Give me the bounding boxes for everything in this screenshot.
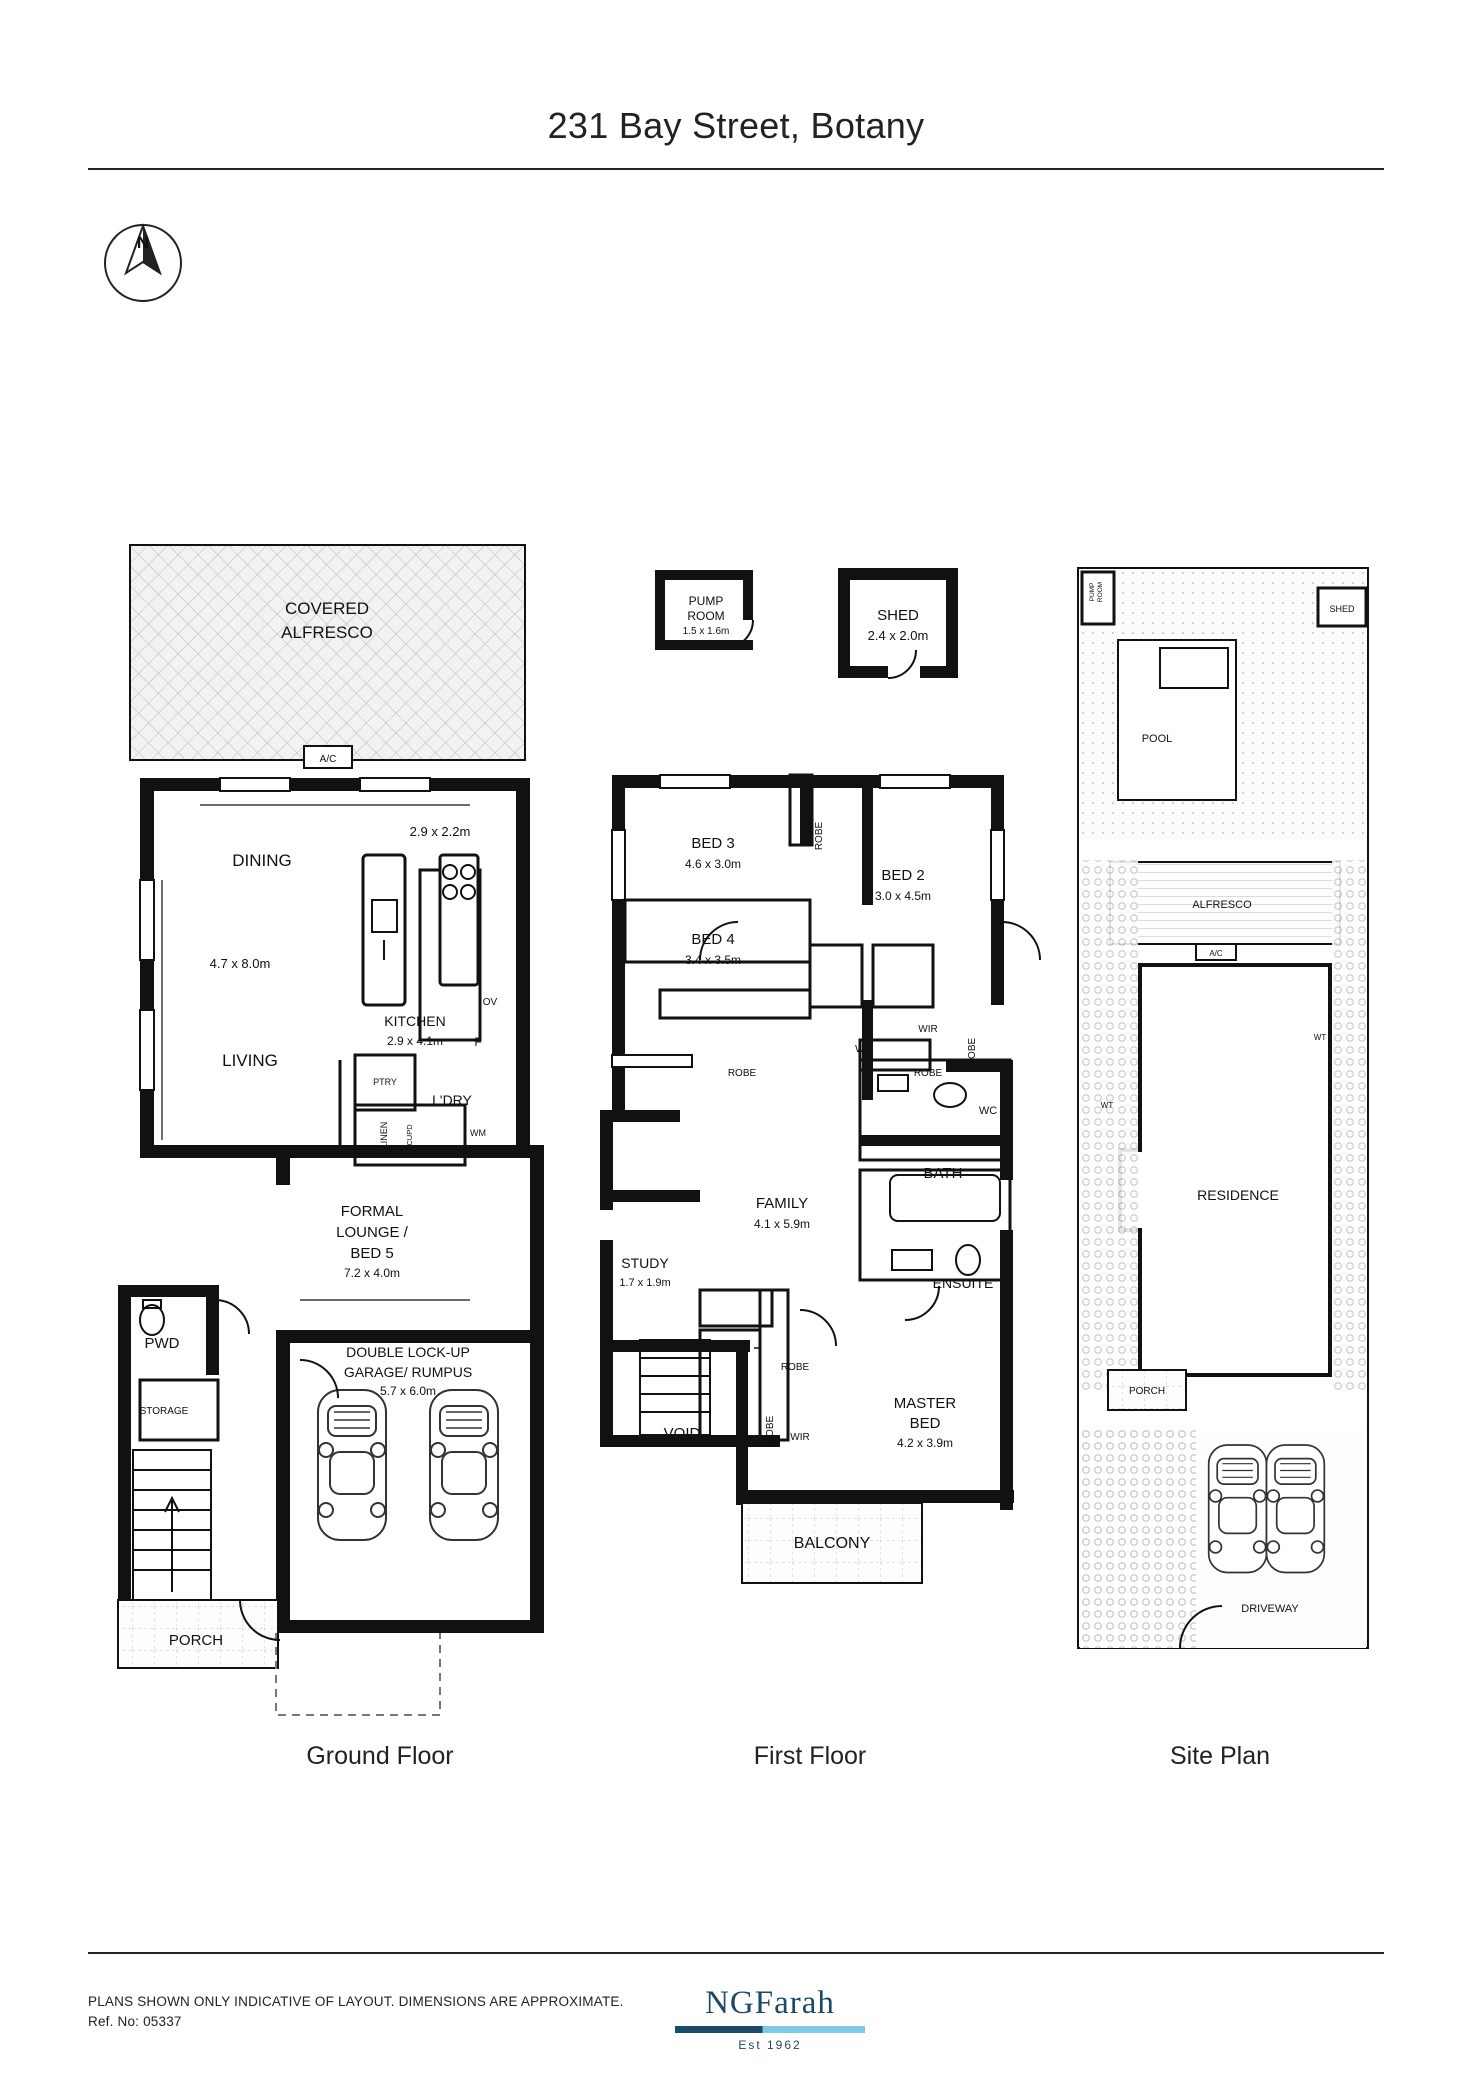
label-laundry: L'DRY: [432, 1092, 472, 1108]
label-dining: DINING: [232, 851, 292, 870]
label-nook-dims: 2.9 x 2.2m: [409, 824, 471, 839]
label-master-dims: 4.2 x 3.9m: [896, 1436, 954, 1450]
label-bed3-dims: 4.6 x 3.0m: [684, 857, 742, 871]
label-site-residence: RESIDENCE: [1197, 1187, 1279, 1203]
label-wir: WIR: [918, 1024, 938, 1035]
label-site-ac: A/C: [1209, 949, 1223, 958]
label-robe-5: ROBE: [765, 1415, 776, 1445]
label-site-porch: PORCH: [1128, 1386, 1166, 1397]
label-pump-1: PUMP: [688, 594, 724, 608]
label-storage: STORAGE: [139, 1406, 189, 1417]
page-title: 231 Bay Street, Botany: [547, 105, 925, 146]
label-family: FAMILY: [755, 1195, 809, 1212]
label-site-alfresco: ALFRESCO: [1192, 899, 1252, 911]
label-robe-2: ROBE: [727, 1068, 757, 1079]
label-robe-6: ROBE: [780, 1362, 810, 1373]
label-washing-machine: WM: [470, 1128, 486, 1138]
label-garage-1: DOUBLE LOCK-UP: [346, 1344, 470, 1360]
brand-established: Est 1962: [738, 2038, 802, 2052]
brand-logo: [640, 1985, 900, 2052]
label-robe-4: ROBE: [913, 1068, 943, 1079]
label-site-pump-1: PUMP: [1089, 582, 1096, 602]
label-master-2: BED: [909, 1415, 941, 1432]
ground-floor-plan: [118, 545, 544, 1715]
label-site-shed: SHED: [1329, 604, 1355, 614]
label-garage-dims: 5.7 x 6.0m: [379, 1384, 437, 1398]
label-lounge-2: LOUNGE /: [336, 1224, 408, 1241]
label-ensuite: ENSUITE: [932, 1275, 994, 1291]
label-site-pool: POOL: [1141, 733, 1173, 745]
label-bed4: BED 4: [691, 931, 735, 948]
label-wil: WIL: [855, 1044, 873, 1055]
label-site-wt-right: WT: [1313, 1033, 1327, 1042]
label-study-dims: 1.7 x 1.9m: [619, 1277, 671, 1289]
label-pump-dims: 1.5 x 1.6m: [682, 626, 730, 637]
label-shed-dims: 2.4 x 2.0m: [867, 628, 929, 643]
label-fridge: F: [474, 1035, 482, 1049]
label-balcony: BALCONY: [793, 1535, 871, 1552]
label-powder: PWD: [144, 1335, 180, 1352]
label-site-pump-2: ROOM: [1097, 581, 1104, 603]
footer-divider: [88, 1952, 1384, 1954]
label-void: VOID: [663, 1425, 701, 1442]
label-family-dims: 4.1 x 5.9m: [753, 1217, 811, 1231]
label-oven: OV: [482, 997, 498, 1008]
disclaimer-text: PLANS SHOWN ONLY INDICATIVE OF LAYOUT. DIMENSIONS ARE APPROXIMATE.: [88, 1994, 624, 2009]
label-wc: WC: [978, 1105, 998, 1117]
label-cupboard: CUPD: [405, 1124, 414, 1146]
caption-first-floor: First Floor: [753, 1742, 867, 1770]
label-garage-2: GARAGE/ RUMPUS: [343, 1364, 473, 1380]
first-floor-plan: [600, 568, 1040, 1583]
label-bed2-dims: 3.0 x 4.5m: [874, 889, 932, 903]
brand-suffix: Farah: [754, 1985, 835, 2021]
label-linen: LINEN: [379, 1121, 389, 1149]
label-lounge-3: BED 5: [350, 1245, 394, 1262]
brand-underline: [675, 2026, 865, 2033]
site-plan: [1078, 568, 1368, 1648]
label-kitchen-dims: 2.9 x 4.1m: [386, 1034, 444, 1048]
label-pump-2: ROOM: [687, 609, 725, 623]
label-bed4-dims: 3.4 x 3.5m: [684, 953, 742, 967]
label-lounge-1: FORMAL: [340, 1203, 404, 1220]
label-pantry: PTRY: [373, 1077, 397, 1087]
label-ac: A/C: [319, 754, 337, 765]
label-wir-2: WIR: [790, 1432, 810, 1443]
svg-text:N: N: [136, 233, 150, 252]
label-kitchen: KITCHEN: [384, 1013, 446, 1029]
label-robe-1: ROBE: [814, 821, 825, 851]
label-living-dims: 4.7 x 8.0m: [209, 956, 271, 971]
label-bath: BATH: [923, 1165, 963, 1182]
label-porch: PORCH: [168, 1632, 224, 1649]
label-site-driveway: DRIVEWAY: [1241, 1603, 1299, 1615]
reference-number: Ref. No: 05337: [88, 2013, 182, 2029]
label-bed2: BED 2: [881, 867, 925, 884]
footer-disclaimer: [88, 1992, 624, 2031]
label-living: LIVING: [222, 1051, 278, 1070]
label-study: STUDY: [621, 1255, 669, 1271]
label-robe-3: ROBE: [967, 1037, 978, 1067]
label-alfresco: ALFRESCO: [281, 623, 373, 642]
label-shed: SHED: [877, 607, 919, 624]
label-master-1: MASTER: [893, 1395, 957, 1412]
brand-name: [640, 1985, 900, 2022]
caption-ground-floor: Ground Floor: [306, 1742, 454, 1770]
label-lounge-dims: 7.2 x 4.0m: [343, 1266, 401, 1280]
label-covered: COVERED: [284, 599, 370, 618]
label-site-wt-left: WT: [1100, 1101, 1114, 1110]
caption-site-plan: Site Plan: [1169, 1742, 1271, 1770]
brand-prefix: NG: [705, 1985, 755, 2021]
label-bed3: BED 3: [691, 835, 735, 852]
